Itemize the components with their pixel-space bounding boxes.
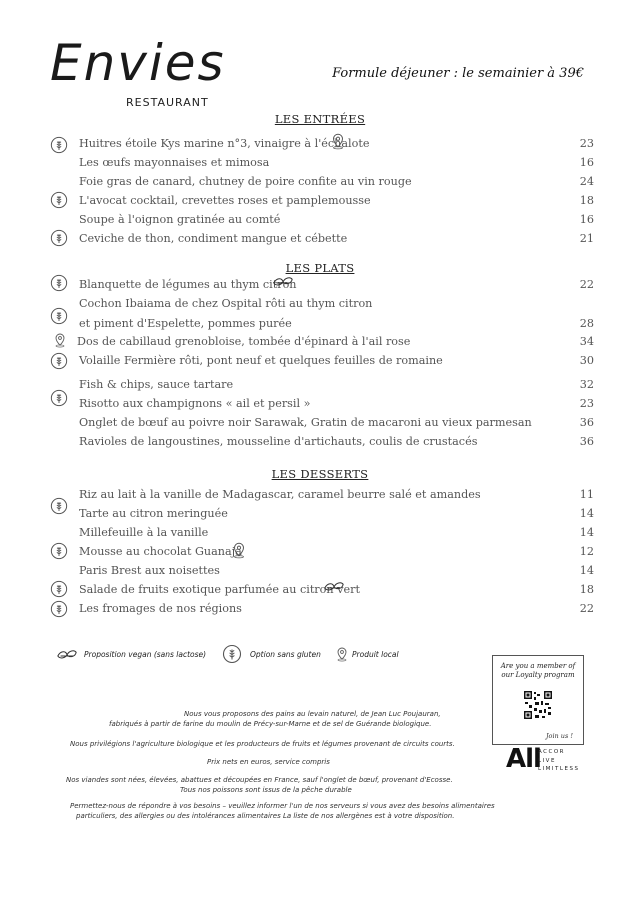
legend-gluten: Option sans gluten bbox=[250, 650, 321, 659]
location-pin-icon bbox=[230, 541, 248, 559]
menu-item: Ravioles de langoustines, mousseline d'artichauts, coulis de crustacés bbox=[79, 435, 478, 448]
menu-price: 14 bbox=[579, 507, 594, 520]
accor-live-limitless-logo bbox=[506, 744, 580, 774]
menu-price: 30 bbox=[579, 354, 594, 367]
menu-item: Les œufs mayonnaises et mimosa bbox=[79, 156, 270, 169]
menu-item: Fish & chips, sauce tartare bbox=[79, 378, 234, 391]
menu-item: Ceviche de thon, condiment mangue et cébette bbox=[79, 232, 348, 245]
menu-price: 21 bbox=[579, 232, 594, 245]
wheat-circle-icon bbox=[50, 352, 68, 370]
footer-note: fabriqués à partir de farine du moulin de Précy-sur-Marne et de sel de Guérande biologique. bbox=[109, 720, 432, 728]
menu-item: Mousse au chocolat Guanaja bbox=[79, 545, 242, 558]
menu-price: 22 bbox=[579, 602, 594, 615]
footer-note: Nous privilégions l'agriculture biologique et les producteurs de fruits et légumes provenant de circuits courts. bbox=[70, 740, 455, 748]
menu-item: Huitres étoile Kys marine n°3, vinaigre à l'échalote bbox=[79, 137, 370, 150]
menu-price: 18 bbox=[579, 194, 594, 207]
menu-item: Volaille Fermière rôti, pont neuf et quelques feuilles de romaine bbox=[79, 354, 443, 367]
wheat-circle-icon bbox=[50, 580, 68, 598]
wheat-circle-icon bbox=[50, 136, 68, 154]
accor-wordmark bbox=[538, 748, 579, 774]
menu-item: Soupe à l'oignon gratinée au comté bbox=[79, 213, 281, 226]
loyalty-line-1: Are you a member of bbox=[500, 662, 576, 670]
menu-item: Millefeuille à la vanille bbox=[79, 526, 209, 539]
menu-item: Paris Brest aux noisettes bbox=[79, 564, 220, 577]
wheat-circle-icon bbox=[50, 497, 68, 515]
menu-price: 24 bbox=[579, 175, 594, 188]
footer-note: Nos viandes sont nées, élevées, abattues et découpées en France, sauf l'onglet de bœuf, provenant d'Ecosse. bbox=[66, 776, 453, 784]
accor-word-3: LIMITLESS bbox=[538, 766, 580, 773]
menu-item: Blanquette de légumes au thym citron bbox=[79, 278, 297, 291]
wheat-circle-icon bbox=[50, 307, 68, 325]
location-pin-icon bbox=[334, 646, 350, 662]
wheat-circle-icon bbox=[50, 274, 68, 292]
menu-price: 14 bbox=[579, 564, 594, 577]
menu-price: 16 bbox=[579, 156, 594, 169]
wheat-circle-icon bbox=[50, 542, 68, 560]
menu-item: L'avocat cocktail, crevettes roses et pamplemousse bbox=[79, 194, 371, 207]
section-title-entrees: LES ENTRÉES bbox=[274, 112, 366, 126]
menu-price: 18 bbox=[579, 583, 594, 596]
footer-note: Nous vous proposons des pains au levain naturel, de Jean Luc Poujauran, bbox=[184, 710, 441, 718]
wheat-circle-icon bbox=[50, 191, 68, 209]
menu-item: Tarte au citron meringuée bbox=[79, 507, 228, 520]
accor-mark: All bbox=[506, 744, 541, 774]
loyalty-join: Join us ! bbox=[545, 732, 573, 740]
menu-item: Cochon Ibaiama de chez Ospital rôti au thym citron bbox=[79, 297, 373, 310]
menu-price: 16 bbox=[579, 213, 594, 226]
menu-price: 28 bbox=[579, 317, 594, 330]
menu-price: 14 bbox=[579, 526, 594, 539]
section-title-plats: LES PLATS bbox=[285, 261, 355, 275]
menu-item: Risotto aux champignons « ail et persil » bbox=[79, 397, 311, 410]
legend-vegan: Proposition vegan (sans lactose) bbox=[84, 650, 207, 659]
loyalty-box[interactable] bbox=[492, 655, 584, 745]
location-pin-icon bbox=[329, 132, 347, 150]
accor-word-1: ACCOR bbox=[538, 749, 565, 755]
brand-name: Envies bbox=[50, 34, 226, 92]
wheat-circle-icon bbox=[222, 644, 242, 664]
menu-item: Les fromages de nos régions bbox=[79, 602, 242, 615]
menu-item: Onglet de bœuf au poivre noir Sarawak, Gratin de macaroni au vieux parmesan bbox=[79, 416, 532, 429]
accor-word-2: LIVE bbox=[538, 757, 556, 764]
footer-note: Prix nets en euros, service compris bbox=[207, 758, 330, 766]
menu-price: 36 bbox=[579, 416, 594, 429]
restaurant-logo bbox=[50, 34, 226, 109]
legend-local: Produit local bbox=[352, 650, 399, 659]
formule-dejeuner: Formule déjeuner : le semainier à 39€ bbox=[332, 66, 584, 81]
menu-item: Riz au lait à la vanille de Madagascar, caramel beurre salé et amandes bbox=[79, 488, 481, 501]
loyalty-line-2: our Loyalty program bbox=[501, 671, 575, 680]
menu-price: 23 bbox=[579, 397, 594, 410]
loyalty-text bbox=[499, 662, 577, 681]
menu-price: 32 bbox=[579, 378, 594, 391]
footer-note: Tous nos poissons sont issus de la pêche durable bbox=[180, 786, 352, 794]
menu-price: 22 bbox=[579, 278, 594, 291]
location-pin-icon bbox=[52, 332, 68, 348]
qr-code-icon[interactable] bbox=[523, 690, 553, 720]
wheat-circle-icon bbox=[50, 600, 68, 618]
menu-price: 11 bbox=[579, 488, 594, 501]
menu-item: Salade de fruits exotique parfumée au citron vert bbox=[79, 583, 360, 596]
leaf-icon bbox=[56, 647, 78, 665]
menu-price: 36 bbox=[579, 435, 594, 448]
wheat-circle-icon bbox=[50, 229, 68, 247]
brand-subtitle: RESTAURANT bbox=[126, 96, 209, 109]
menu-price: 34 bbox=[579, 335, 594, 348]
footer-note: Permettez-nous de répondre à vos besoins – veuillez informer l'un de nos serveurs si vous avez des besoins alimentaires bbox=[70, 802, 495, 810]
menu-price: 12 bbox=[579, 545, 594, 558]
menu-item: et piment d'Espelette, pommes purée bbox=[79, 317, 292, 330]
wheat-circle-icon bbox=[50, 389, 68, 407]
menu-item: Dos de cabillaud grenobloise, tombée d'épinard à l'ail rose bbox=[77, 335, 411, 348]
leaf-icon bbox=[323, 579, 345, 597]
menu-price: 23 bbox=[579, 137, 594, 150]
section-title-desserts: LES DESSERTS bbox=[271, 467, 369, 481]
leaf-icon bbox=[272, 274, 294, 292]
menu-item: Foie gras de canard, chutney de poire confite au vin rouge bbox=[79, 175, 412, 188]
footer-note: particuliers, des allergies ou des intolérances alimentaires La liste de nos allergènes est à votre disposition. bbox=[76, 812, 455, 820]
